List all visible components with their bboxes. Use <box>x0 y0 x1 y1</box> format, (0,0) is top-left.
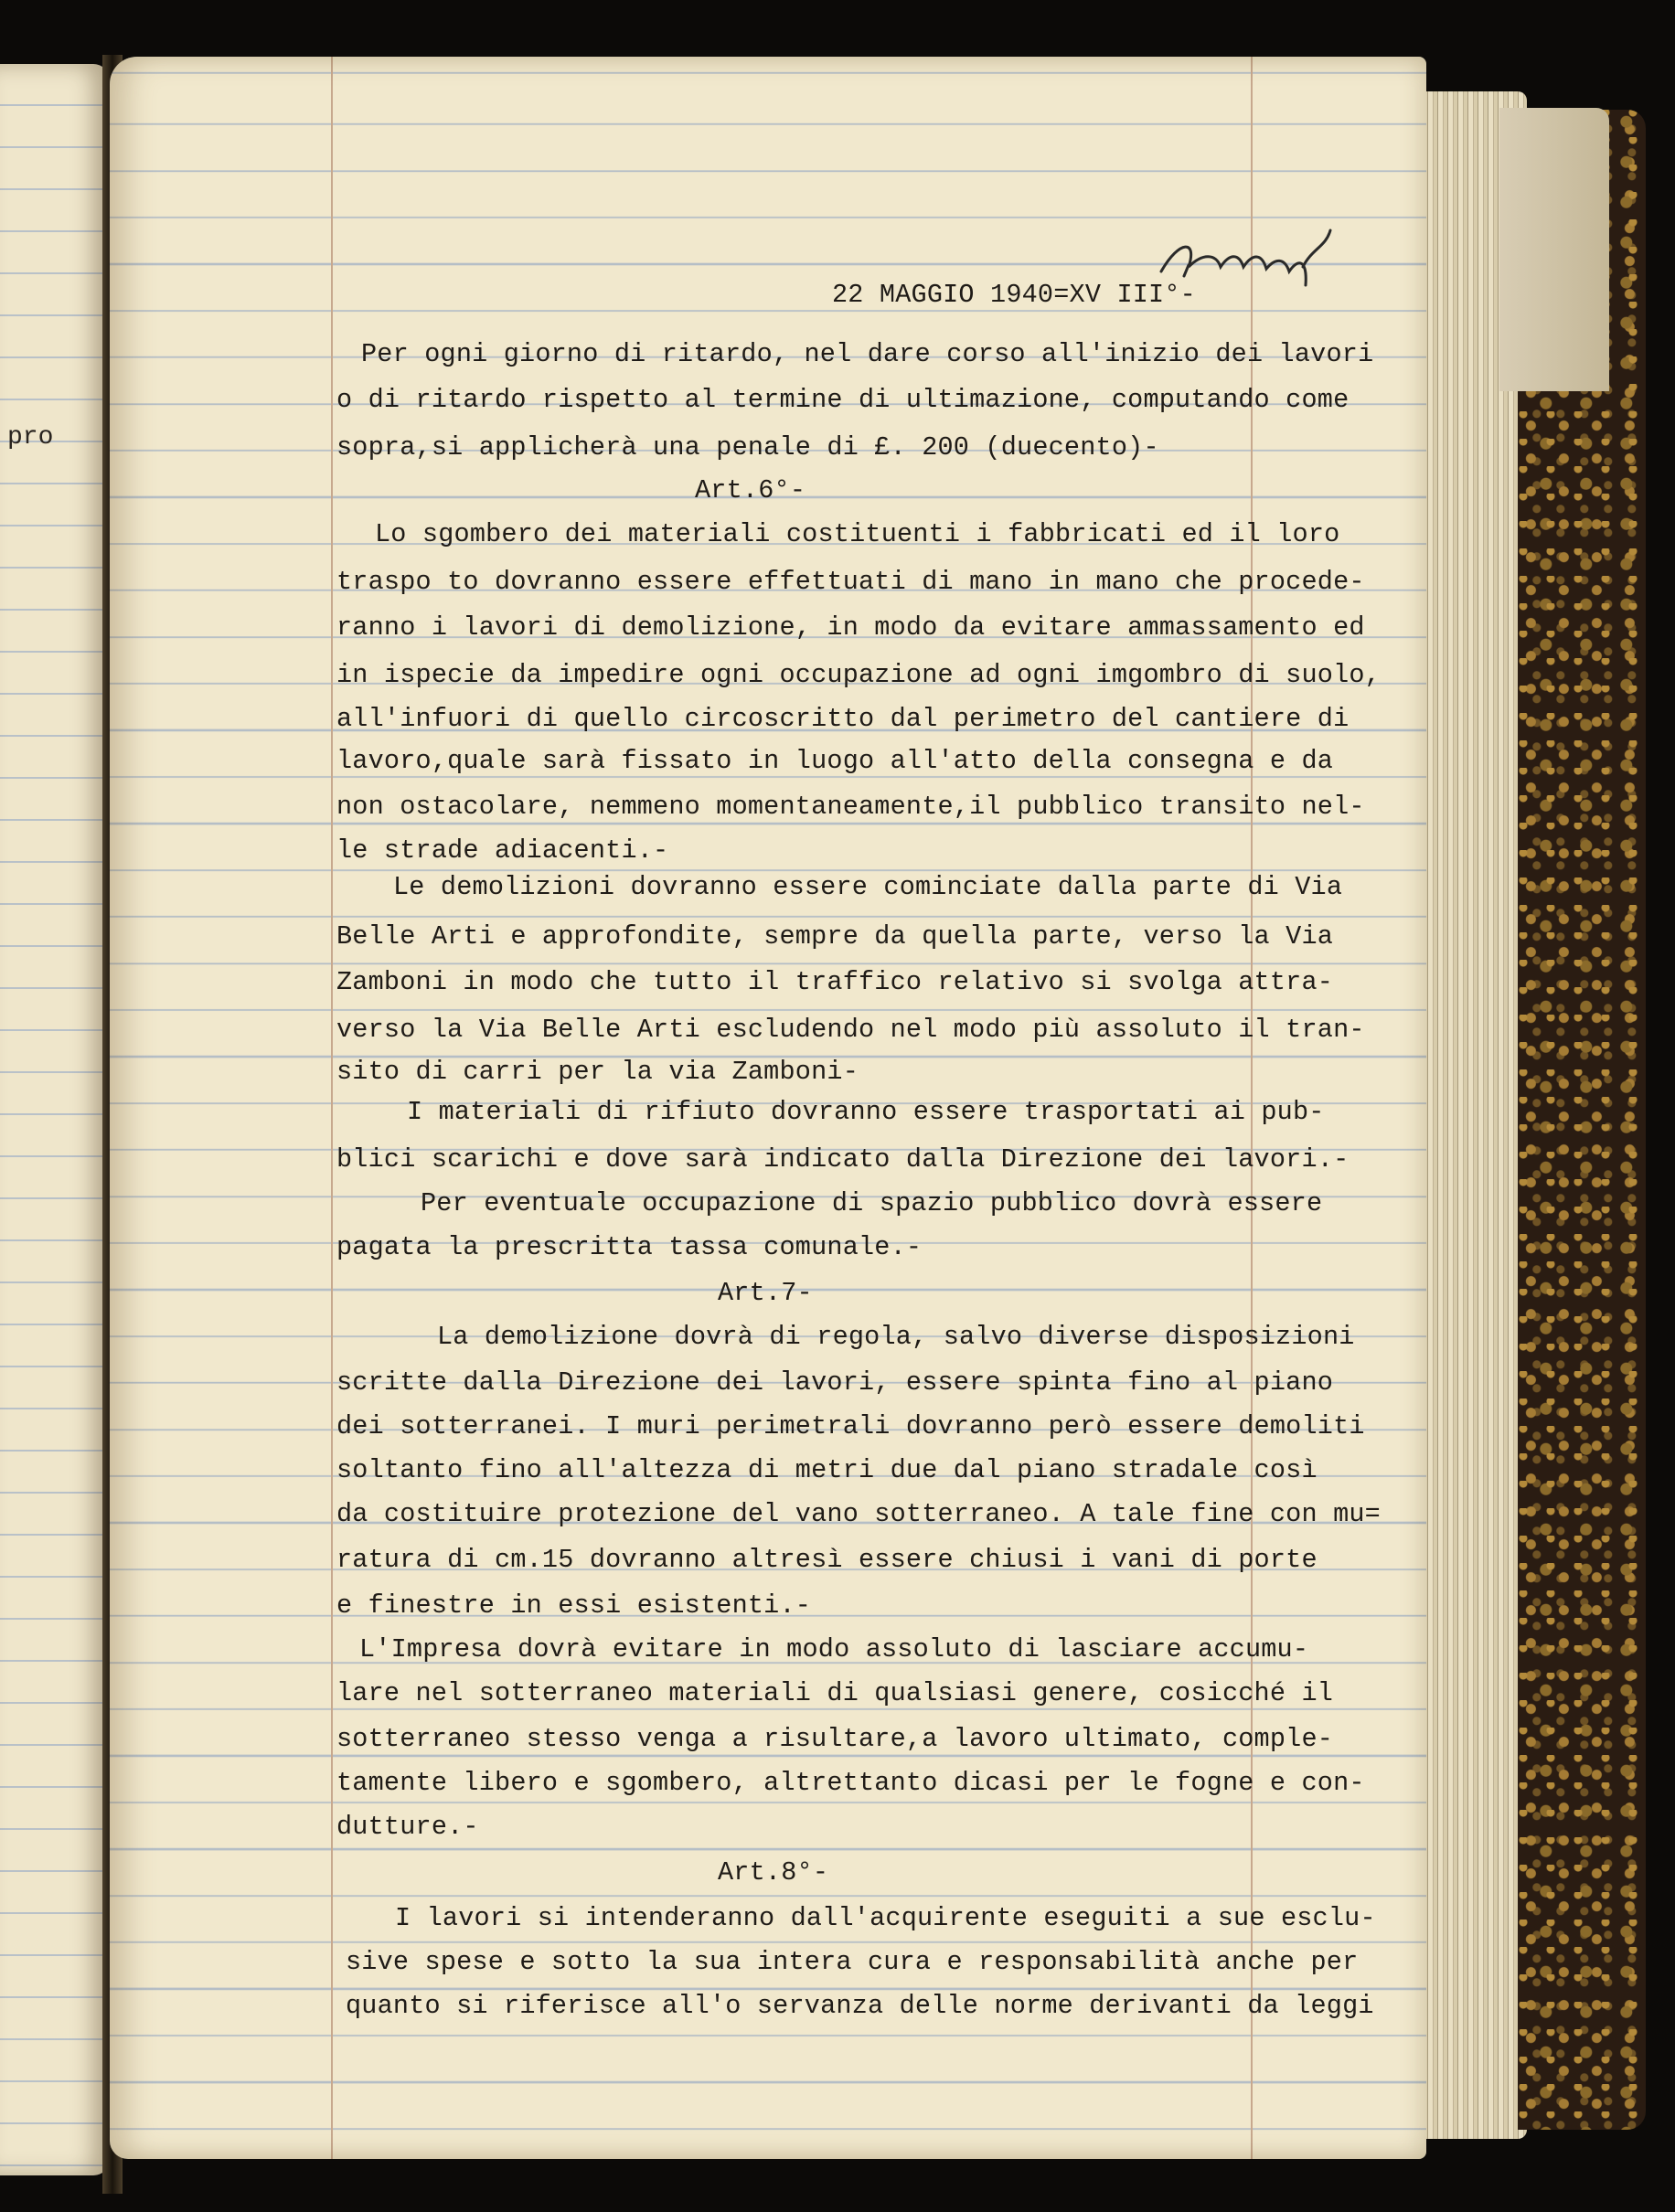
text-line: tamente libero e sgombero, altrettanto dicasi per le fogne e con- <box>336 1768 1365 1798</box>
text-line: blici scarichi e dove sarà indicato dalla Direzione dei lavori.- <box>336 1144 1350 1175</box>
text-line: Per eventuale occupazione di spazio pubblico dovrà essere <box>421 1188 1323 1218</box>
text-line: I lavori si intenderanno dall'acquirente eseguiti a sue esclu- <box>395 1903 1376 1933</box>
document-page <box>110 57 1426 2159</box>
text-line: L'Impresa dovrà evitare in modo assoluto di lasciare accumu- <box>359 1634 1309 1664</box>
text-line: dutture.- <box>336 1812 479 1842</box>
text-line: Lo sgombero dei materiali costituenti i fabbricati ed il loro <box>375 519 1340 549</box>
text-line: ranno i lavori di demolizione, in modo da evitare ammassamento ed <box>336 612 1365 643</box>
text-line: e finestre in essi esistenti.- <box>336 1590 812 1621</box>
text-line: lare nel sotterraneo materiali di qualsiasi genere, cosicché il <box>336 1678 1334 1708</box>
text-line: all'infuori di quello circoscritto dal perimetro del cantiere di <box>336 704 1350 734</box>
text-line: Belle Arti e approfondite, sempre da quella parte, verso la Via <box>336 921 1334 952</box>
text-line: da costituire protezione del vano sotterraneo. A tale fine con mu= <box>336 1499 1381 1529</box>
marbled-cover <box>1518 110 1646 2130</box>
article-heading: Art.7- <box>718 1278 813 1308</box>
text-line: non ostacolare, nemmeno momentaneamente,il pubblico transito nel- <box>336 792 1365 822</box>
text-line: sito di carri per la via Zamboni- <box>336 1057 859 1087</box>
text-line: ratura di cm.15 dovranno altresì essere chiusi i vani di porte <box>336 1545 1318 1575</box>
text-line: sive spese e sotto la sua intera cura e responsabilità anche per <box>346 1947 1359 1977</box>
text-line: quanto si riferisce all'o servanza delle norme derivanti da leggi <box>346 1991 1374 2021</box>
text-line: dei sotterranei. I muri perimetrali dovranno però essere demoliti <box>336 1411 1365 1441</box>
text-line: Per ogni giorno di ritardo, nel dare corso all'inizio dei lavori <box>361 339 1374 369</box>
text-line: La demolizione dovrà di regola, salvo diverse disposizioni <box>437 1322 1355 1352</box>
text-line: traspo to dovranno essere effettuati di mano in mano che procede- <box>336 567 1365 597</box>
text-line: I materiali di rifiuto dovranno essere trasportati ai pub- <box>407 1097 1325 1127</box>
text-line: o di ritardo rispetto al termine di ultimazione, computando come <box>336 385 1350 415</box>
text-line: pagata la prescritta tassa comunale.- <box>336 1232 923 1262</box>
text-line: in ispecie da impedire ogni occupazione ad ogni imgombro di suolo, <box>336 660 1381 690</box>
text-line: Zamboni in modo che tutto il traffico relativo si svolga attra- <box>336 967 1334 997</box>
text-line: Le demolizioni dovranno essere cominciate dalla parte di Via <box>393 872 1343 902</box>
text-line: soltanto fino all'altezza di metri due dal piano stradale così <box>336 1455 1318 1485</box>
text-line: sotterraneo stesso venga a risultare,a lavoro ultimato, comple- <box>336 1724 1334 1754</box>
text-line: sopra,si applicherà una penale di £. 200 (duecento)- <box>336 432 1159 463</box>
document-date: 22 MAGGIO 1940=XV III°- <box>832 280 1196 310</box>
article-heading: Art.6°- <box>695 475 806 505</box>
article-heading: Art.8°- <box>718 1857 829 1888</box>
text-line: scritte dalla Direzione dei lavori, essere spinta fino al piano <box>336 1367 1334 1398</box>
left-margin-text: pro <box>7 423 54 452</box>
facing-left-page <box>0 64 110 2175</box>
cover-endpaper <box>1499 108 1609 391</box>
text-line: verso la Via Belle Arti escludendo nel modo più assoluto il tran- <box>336 1015 1365 1045</box>
text-line: lavoro,quale sarà fissato in luogo all'atto della consegna e da <box>336 746 1334 776</box>
text-line: le strade adiacenti.- <box>336 835 669 866</box>
